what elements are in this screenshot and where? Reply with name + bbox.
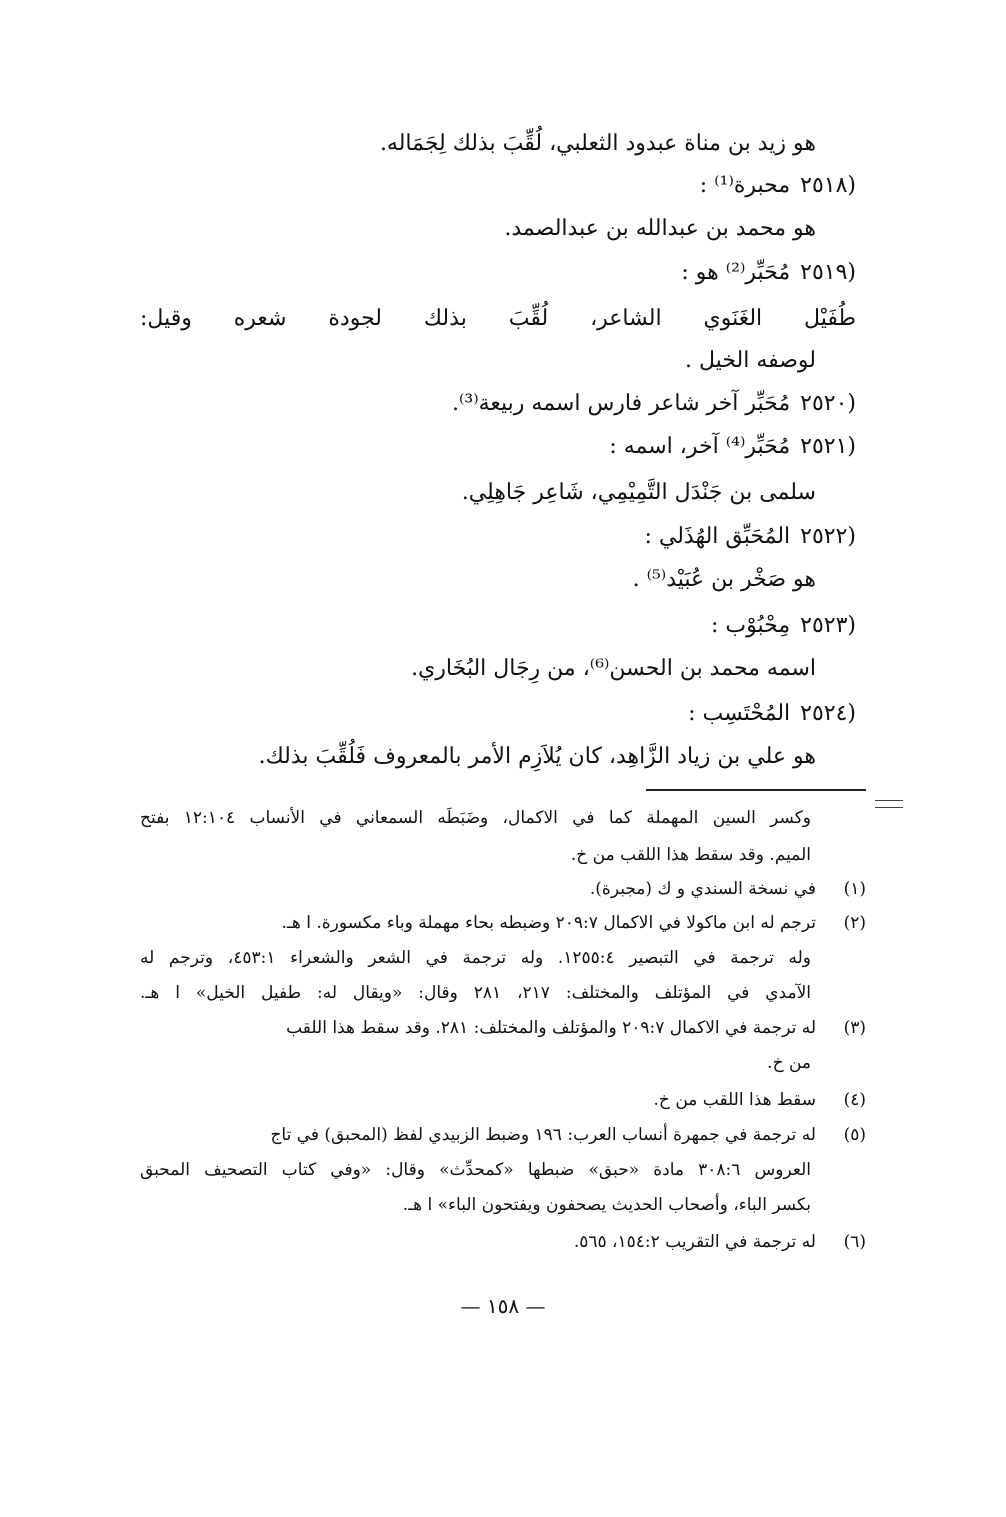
entry-number: (٢٥٢٢ — [800, 524, 856, 549]
entry-number: (٢٥٢٣ — [800, 613, 856, 638]
entry-number: (٢٥١٩ — [800, 260, 856, 285]
footnote-text: سقط هذا اللقب من خ. — [653, 1090, 816, 1110]
body-line: طُفَيْل الغَنَوي الشاعر، لُقِّبَ بذلك لجودة شعره وقيل: — [140, 306, 856, 331]
entry-title: مُحَبِّر آخر شاعر فارس اسمه ربيعة⁽³⁾. — [451, 391, 791, 416]
entry-2519 — [681, 258, 856, 288]
footnote-text: من خ. — [767, 1053, 811, 1073]
footnote-1 — [590, 876, 866, 902]
entry-number: (٢٥١٨ — [800, 173, 856, 198]
entry-number: (٢٥٢١ — [800, 434, 856, 459]
body-line: هو علي بن زياد الزَّاهِد، كان يُلاَزِم الأمر بالمعروف فَلُقِّبَ بذلك. — [258, 744, 816, 769]
entry-title: محبرة⁽¹⁾ : — [699, 173, 791, 198]
footnote-text: له ترجمة في التقريب ١٥٤:٢، ٥٦٥. — [573, 1232, 816, 1252]
footnote-5 — [140, 1122, 866, 1148]
footnote-6 — [574, 1229, 866, 1255]
footnote-text: له ترجمة في جمهرة أنساب العرب: ١٩٦ وضبط الزبيدي لفظ (المحبق) في تاج — [270, 1125, 816, 1145]
footnote-2 — [140, 910, 866, 936]
entry-title: المُحْتَسِب : — [688, 701, 791, 726]
footnote-mark: (١) — [843, 879, 866, 899]
footnote-continuation: الميم. وقد سقط هذا اللقب من خ. — [570, 845, 811, 865]
footnote-text: في نسخة السندي و ك (مجبرة). — [589, 879, 816, 899]
footnote-text: الآمدي في المؤتلف والمختلف: ٢١٧، ٢٨١ وقال: «ويقال له: طفيل الخيل» ا هـ. — [140, 983, 812, 1003]
footnote-divider — [646, 789, 866, 791]
entry-2521 — [609, 432, 856, 462]
entry-title: مُحَبِّر⁽⁴⁾ آخر، اسمه : — [609, 434, 791, 459]
footnote-text: وله ترجمة في التبصير ١٢٥٥:٤. وله ترجمة في الشعر والشعراء ٤٥٣:١، وترجم له — [140, 948, 811, 968]
page-number: — ١٥٨ — — [460, 1294, 546, 1318]
entry-2520 — [452, 389, 856, 419]
footnote-mark: (٤) — [843, 1090, 866, 1110]
entry-title: مُحَبِّر⁽²⁾ هو : — [681, 260, 791, 285]
footnote-text: بكسر الباء، وأصحاب الحديث يصحفون ويفتحون الباء» ا هـ. — [402, 1195, 811, 1215]
entry-title: مِحْبُوْب : — [711, 613, 791, 638]
entry-2518 — [700, 171, 856, 201]
footnote-mark: (٦) — [843, 1232, 866, 1252]
footnote-4 — [654, 1087, 866, 1113]
margin-mark — [875, 800, 903, 808]
footnote-mark: (٢) — [843, 913, 866, 933]
footnote-mark: (٣) — [843, 1018, 866, 1038]
entry-title: المُحَبِّق الهُذَلي : — [644, 524, 791, 549]
footnote-text: له ترجمة في الاكمال ٢٠٩:٧ والمؤتلف والمختلف: ٢٨١. وقد سقط هذا اللقب — [286, 1018, 816, 1038]
entry-2523 — [711, 611, 856, 641]
body-line: سلمى بن جَنْدَل التَّمِيْمِي، شَاعِر جَاهِلِي. — [461, 480, 816, 505]
body-line: هو زيد بن مناة عبدود الثعلبي، لُقِّبَ بذلك لِجَمَاله. — [379, 131, 816, 156]
footnote-3 — [140, 1015, 866, 1041]
footnote-mark: (٥) — [843, 1125, 866, 1145]
entry-2524 — [688, 699, 856, 729]
footnote-text: العروس ٣٠٨:٦ مادة «حبق» ضبطها «كمحدِّث» وقال: «وفي كتاب التصحيف المحبق — [140, 1160, 812, 1180]
body-line: هو صَخْر بن عُبَيْد⁽⁵⁾ . — [632, 567, 816, 592]
entry-number: (٢٥٢٠ — [800, 391, 856, 416]
footnote-text: ترجم له ابن ماكولا في الاكمال ٢٠٩:٧ وضبطه بحاء مهملة وباء مكسورة. ا هـ. — [281, 913, 816, 933]
entry-2522 — [644, 522, 856, 552]
entry-number: (٢٥٢٤ — [800, 701, 856, 726]
body-line: لوصفه الخيل . — [685, 348, 816, 373]
body-line: هو محمد بن عبدالله بن عبدالصمد. — [504, 216, 816, 241]
footnote-continuation: وكسر السين المهملة كما في الاكمال، وضَبَطَه السمعاني في الأنساب ١٢:١٠٤ بفتح — [140, 808, 812, 828]
body-line: اسمه محمد بن الحسن⁽⁶⁾، من رِجَال البُخَاري. — [411, 656, 816, 681]
